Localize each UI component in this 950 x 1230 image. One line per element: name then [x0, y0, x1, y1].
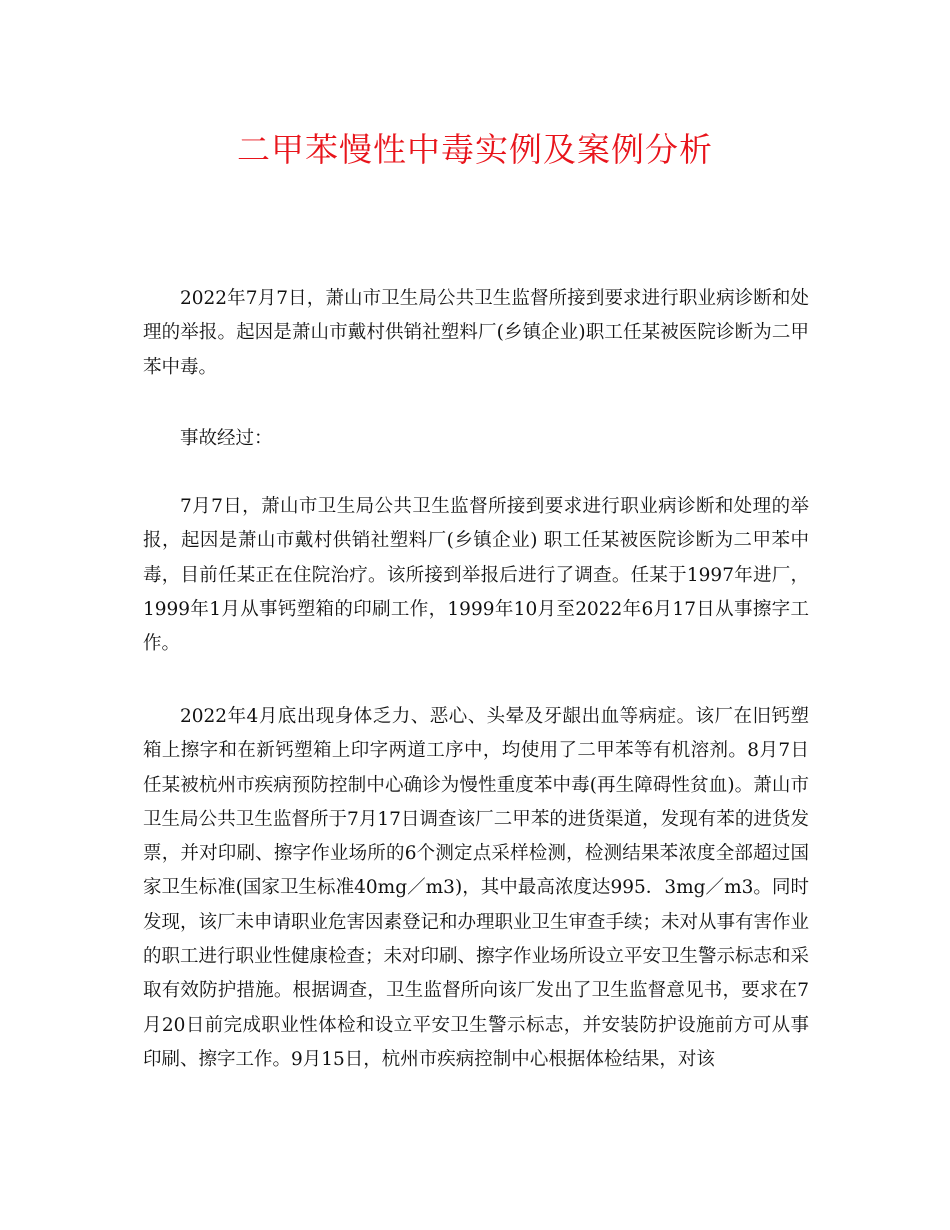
- paragraph-incident-heading: 事故经过：: [180, 428, 273, 449]
- paragraph-investigation: 2022年4月底出现身体乏力、恶心、头晕及牙龈出血等病症。该厂在旧钙塑箱上擦字和在新钙塑箱上印字两道工序中，均使用了二甲苯等有机溶剂。8月7日任某被杭州市疾病预防控制中心确诊为慢性重度苯中毒(再生障碍性贫血)。萧山市卫生局公共卫生监督所于7月17日调查该厂二甲苯的进货渠道，发现有苯的进货发票，并对印刷、擦字作业场所的6个测定点采样检测，检测结果苯浓度全部超过国家卫生标准(国家卫生标准40mg／m3)，其中最高浓度达995．3mg／m3。同时发现，该厂未申请职业危害因素登记和办理职业卫生审查手续；未对从事有害作业的职工进行职业性健康检查；未对印刷、擦字作业场所设立平安卫生警示标志和采取有效防护措施。根据调查，卫生监督所向该厂发出了卫生监督意见书，要求在7月20日前完成职业性体检和设立平安卫生警示标志，并安装防护设施前方可从事印刷、擦字工作。9月15日，杭州市疾病控制中心根据体检结果，对该: [143, 706, 810, 1070]
- paragraph-incident-details: 7月7日，萧山市卫生局公共卫生监督所接到要求进行职业病诊断和处理的举报，起因是萧山市戴村供销社塑料厂(乡镇企业) 职工任某被医院诊断为二甲苯中毒，目前任某正在住院治疗。该所接到举报后进行了调查。任某于1997年进厂，1999年1月从事钙塑箱的印刷工作，1999年10月至2022年6月17日从事擦字工作。: [143, 496, 809, 655]
- document-title: 二甲苯慢性中毒实例及案例分析: [237, 130, 713, 169]
- paragraph-report-intro: 2022年7月7日，萧山市卫生局公共卫生监督所接到要求进行职业病诊断和处理的举报。起因是萧山市戴村供销社塑料厂(乡镇企业)职工任某被医院诊断为二甲苯中毒。: [143, 288, 809, 378]
